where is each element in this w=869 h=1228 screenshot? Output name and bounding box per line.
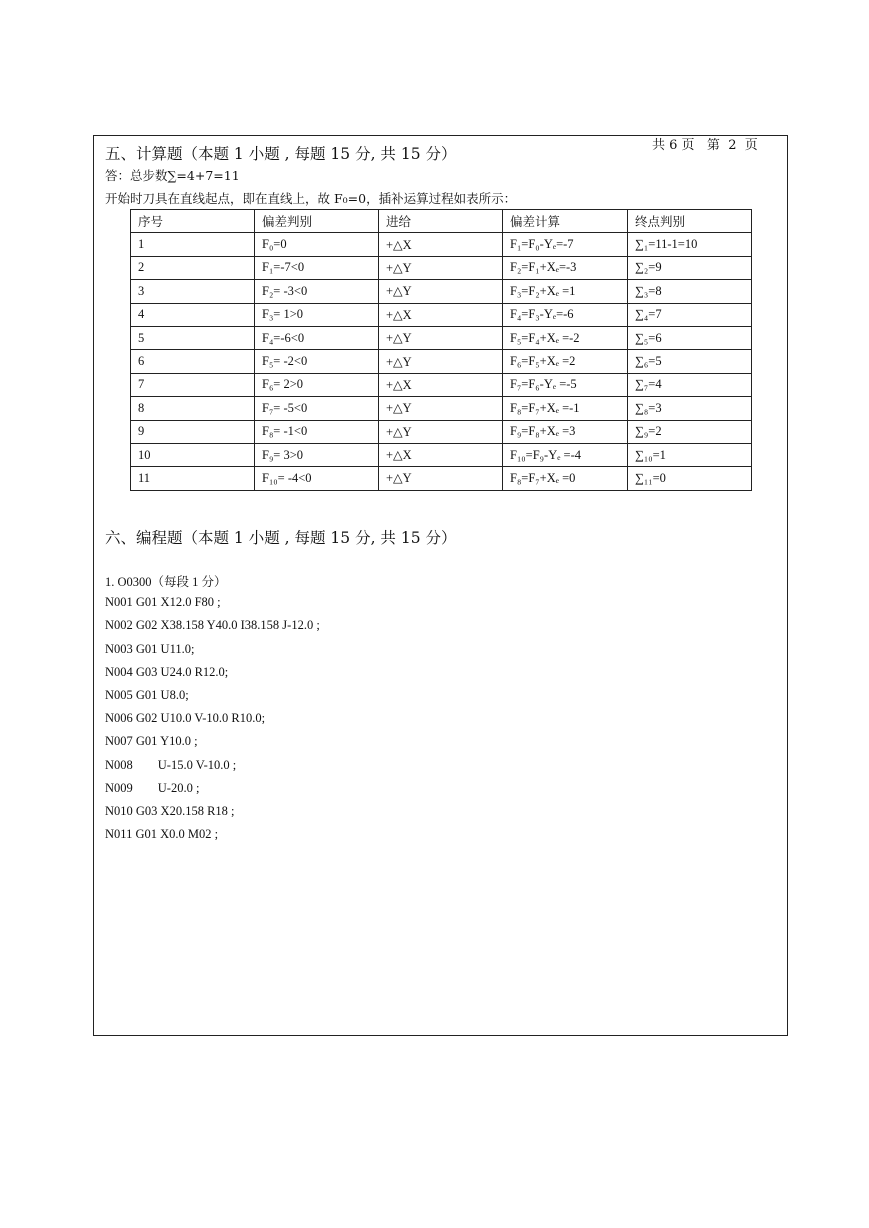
program-line: N004 G03 U24.0 R12.0; [105, 664, 229, 679]
section5-answer: 答：总步数∑=4+7=11 [105, 168, 240, 183]
table-cell: +△Y [379, 280, 503, 303]
table-cell: F₈= -1<0 [255, 420, 379, 443]
table-cell: 10 [131, 443, 255, 466]
table-cell: ∑₃=8 [628, 280, 752, 303]
table-cell: F₃=F₂+Xₑ =1 [503, 280, 628, 303]
table-cell: F₀=0 [255, 233, 379, 256]
table-cell: +△X [379, 373, 503, 396]
program-header: 1. O0300（每段 1 分） [105, 575, 227, 589]
table-cell: 4 [131, 303, 255, 326]
table-cell: ∑₄=7 [628, 303, 752, 326]
program-line: N010 G03 X20.158 R18 ; [105, 804, 235, 818]
table-cell: 2 [131, 256, 255, 279]
table-cell: ∑₁₁=0 [628, 467, 752, 490]
table-cell: ∑₁₀=1 [628, 443, 752, 466]
table-cell: +△Y [379, 326, 503, 349]
table-cell: 5 [131, 326, 255, 349]
table-row [131, 233, 752, 256]
table-cell: ∑₂=9 [628, 256, 752, 279]
table-cell: 9 [131, 420, 255, 443]
table-cell: ∑₆=5 [628, 350, 752, 373]
section6-title: 六、编程题（本题 1 小题 , 每题 15 分, 共 15 分） [105, 529, 457, 547]
table-row [131, 303, 752, 326]
table-header-row [131, 210, 752, 233]
table-cell: F₈=F₇+Xₑ =-1 [503, 397, 628, 420]
table-cell: F₄=-6<0 [255, 326, 379, 349]
table-cell: +△X [379, 303, 503, 326]
section5-intro: 开始时刀具在直线起点，即在直线上，故 F₀=0，插补运算过程如表所示： [105, 191, 517, 206]
table-cell: 8 [131, 397, 255, 420]
table-cell: +△Y [379, 420, 503, 443]
table-cell: ∑₉=2 [628, 420, 752, 443]
table-cell: F₁₀=F₉-Yₑ =-4 [503, 443, 628, 466]
table-row [131, 280, 752, 303]
program-line: N011 G01 X0.0 M02 ; [105, 827, 219, 842]
table-cell: +△Y [379, 256, 503, 279]
table-header-cell: 偏差计算 [503, 210, 628, 233]
table-row [131, 326, 752, 349]
table-cell: F₁=F₀-Yₑ=-7 [503, 233, 628, 256]
table-cell: F₉= 3>0 [255, 443, 379, 466]
table-cell: F₆=F₅+Xₑ =2 [503, 350, 628, 373]
table-cell: ∑₈=3 [628, 397, 752, 420]
table-cell: F₈=F₇+Xₑ =0 [503, 467, 628, 490]
table-cell: 1 [131, 233, 255, 256]
table-cell: +△Y [379, 350, 503, 373]
table-cell: F₃= 1>0 [255, 303, 379, 326]
table-cell: F₂= -3<0 [255, 280, 379, 303]
page-indicator: 共 6 页 第 2 页 [652, 138, 758, 153]
table-cell: +△Y [379, 467, 503, 490]
table-row [131, 373, 752, 396]
interpolation-table [130, 209, 752, 491]
table-header-cell: 序号 [131, 210, 255, 233]
table-cell: ∑₇=4 [628, 373, 752, 396]
table-cell: 11 [131, 467, 255, 490]
table-row [131, 467, 752, 490]
table-header-cell: 偏差判别 [255, 210, 379, 233]
table-cell: 3 [131, 280, 255, 303]
table-header-cell: 终点判别 [628, 210, 752, 233]
table-row [131, 350, 752, 373]
program-line: N005 G01 U8.0; [105, 688, 189, 702]
table-cell: F₉=F₈+Xₑ =3 [503, 420, 628, 443]
table-cell: ∑₅=6 [628, 326, 752, 349]
program-line: N003 G01 U11.0; [105, 641, 195, 656]
table-cell: F₁=-7<0 [255, 256, 379, 279]
table-cell: F₁₀= -4<0 [255, 467, 379, 490]
table-cell: F₂=F₁+Xₑ=-3 [503, 256, 628, 279]
program-line: N002 G02 X38.158 Y40.0 I38.158 J-12.0 ; [105, 618, 320, 633]
table-row [131, 420, 752, 443]
table-cell: F₅=F₄+Xₑ =-2 [503, 326, 628, 349]
program-line: N006 G02 U10.0 V-10.0 R10.0; [105, 711, 266, 726]
table-cell: 7 [131, 373, 255, 396]
program-line: N008 U-15.0 V-10.0 ; [105, 757, 237, 772]
table-cell: F₇= -5<0 [255, 397, 379, 420]
table-cell: +△X [379, 233, 503, 256]
table-cell: +△X [379, 443, 503, 466]
table-cell: F₄=F₃-Yₑ=-6 [503, 303, 628, 326]
table-cell: F₆= 2>0 [255, 373, 379, 396]
section5-title: 五、计算题（本题 1 小题 , 每题 15 分, 共 15 分） [105, 145, 457, 163]
program-line: N009 U-20.0 ; [105, 780, 200, 795]
program-line: N001 G01 X12.0 F80 ; [105, 595, 221, 610]
table-row [131, 397, 752, 420]
table-cell: F₇=F₆-Yₑ =-5 [503, 373, 628, 396]
table-cell: 6 [131, 350, 255, 373]
table-cell: +△Y [379, 397, 503, 420]
table-row [131, 443, 752, 466]
table-cell: ∑₁=11-1=10 [628, 233, 752, 256]
table-cell: F₅= -2<0 [255, 350, 379, 373]
table-row [131, 256, 752, 279]
table-header-cell: 进给 [379, 210, 503, 233]
program-line: N007 G01 Y10.0 ; [105, 734, 198, 749]
